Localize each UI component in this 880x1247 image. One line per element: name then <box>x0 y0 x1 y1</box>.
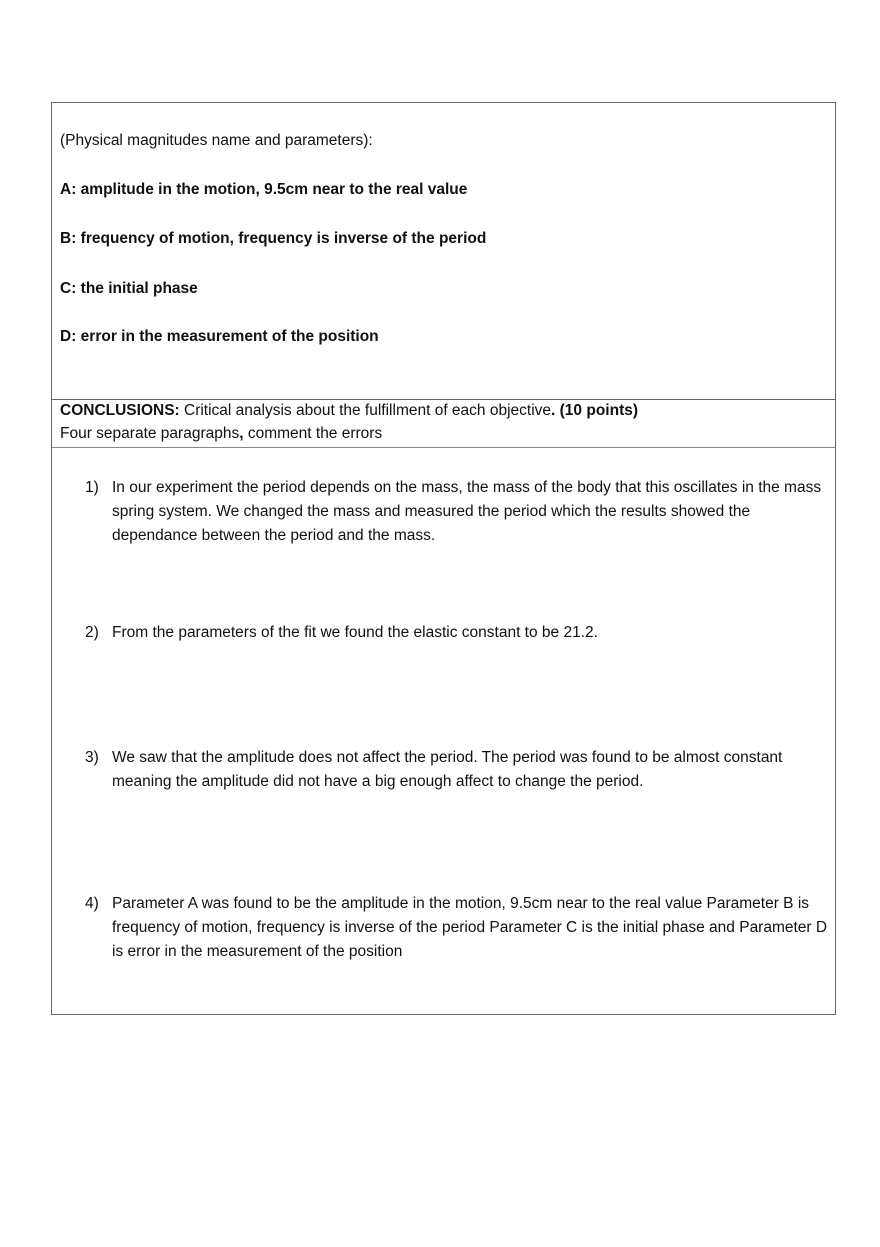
list-text: From the parameters of the fit we found the elastic constant to be 21.2. <box>112 624 598 641</box>
parameter-d: D: error in the measurement of the position <box>60 328 379 345</box>
report-table <box>51 102 836 1015</box>
conclusions-points: (10 points) <box>555 402 639 419</box>
parameters-heading: (Physical magnitudes name and parameters): <box>60 132 373 149</box>
parameter-c: C: the initial phase <box>60 280 198 297</box>
conclusions-text: Critical analysis about the fulfillment of each objective <box>179 402 552 419</box>
conclusions-dot: . <box>551 402 556 419</box>
list-text: In our experiment the period depends on the mass, the mass of the body that this oscillates in the mass spring system. We changed the mass and measured the period which the results showed the dependance between the period and the mass. <box>112 479 822 544</box>
parameters-section <box>52 103 835 400</box>
subtitle-b: comment the errors <box>243 425 383 442</box>
parameter-a: A: amplitude in the motion, 9.5cm near to the real value <box>60 181 468 198</box>
list-text: We saw that the amplitude does not affect the period. The period was found to be almost constant meaning the amplitude did not have a big enough affect to change the period. <box>112 749 783 790</box>
list-number: 1) <box>85 479 99 496</box>
conclusions-header <box>52 399 835 448</box>
conclusions-subtitle <box>60 422 382 446</box>
conclusions-title <box>60 399 638 423</box>
list-number: 3) <box>85 749 99 766</box>
parameter-b: B: frequency of motion, frequency is inverse of the period <box>60 230 487 247</box>
subtitle-comma: , <box>239 425 244 442</box>
conclusions-label: CONCLUSIONS: <box>60 402 180 419</box>
subtitle-a: Four separate paragraphs <box>60 425 240 442</box>
list-number: 2) <box>85 624 99 641</box>
list-text: Parameter A was found to be the amplitude in the motion, 9.5cm near to the real value Parameter B is frequency of motion, frequency is inverse of the period Parameter C is the initial phase and Parameter D is error in the measurement of the position <box>112 895 828 960</box>
list-number: 4) <box>85 895 99 912</box>
